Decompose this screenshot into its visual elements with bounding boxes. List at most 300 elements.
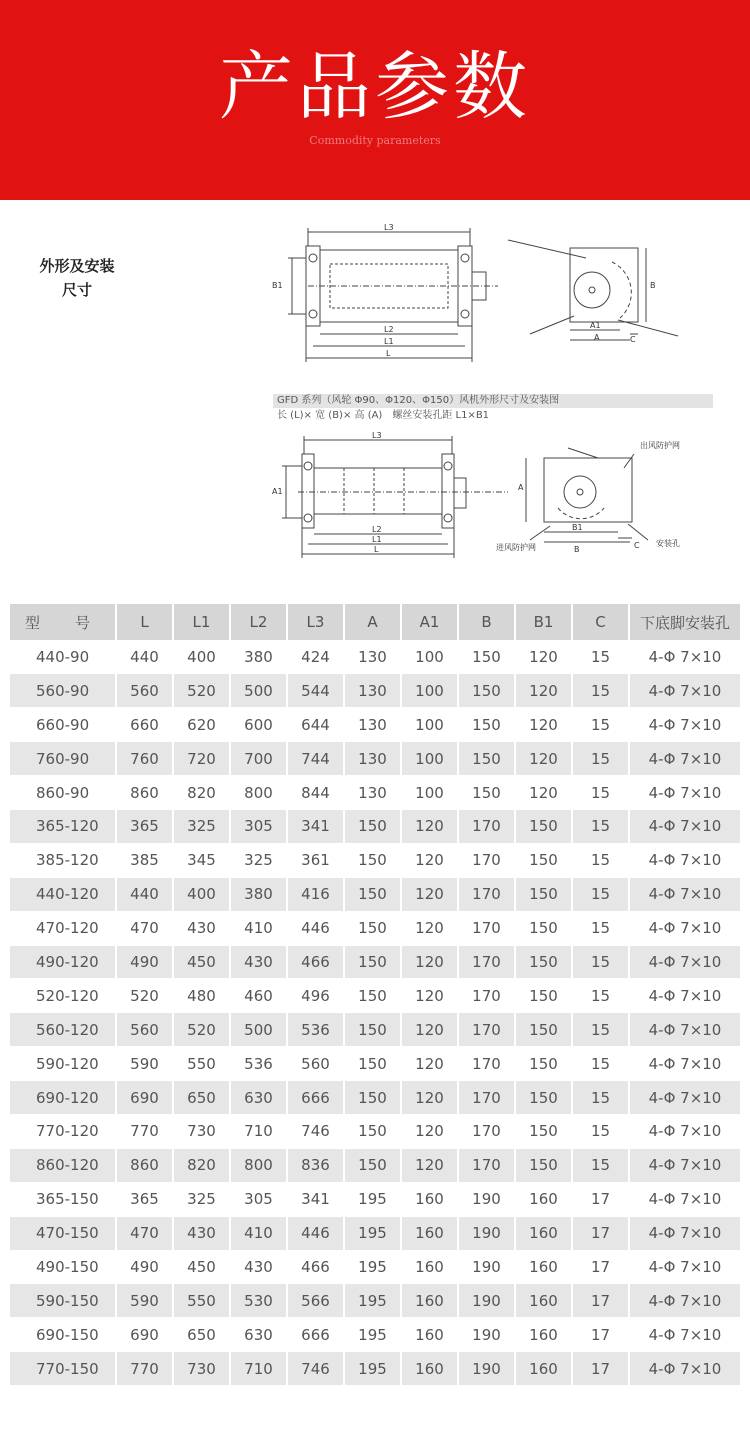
table-row [10,1250,740,1284]
cell-a: 150 [344,1114,401,1148]
col-header-b: B [458,604,515,640]
cell-mount-hole: 4-Φ 7×10 [629,1216,740,1250]
label-l2: L2 [384,325,394,334]
cell-l3: 424 [287,640,344,674]
cell-a: 150 [344,1047,401,1081]
cell-b1: 160 [515,1250,572,1284]
caption-line2: 长 (L)× 宽 (B)× 高 (A) 螺丝安装孔距 L1×B1 [277,410,490,421]
side-view-housing [544,458,632,522]
cell-model: 760-90 [10,742,116,776]
col-header-b1: B1 [515,604,572,640]
cell-c: 15 [572,1148,629,1182]
airflow-arc [612,262,631,318]
cell-mount-hole: 4-Φ 7×10 [629,1047,740,1081]
annotation-inlet: 进风防护网 [496,543,536,552]
cell-l2: 380 [230,877,287,911]
drawing-top-svg [268,222,708,367]
side-view-impeller [574,272,610,308]
cell-model: 385-120 [10,843,116,877]
cell-b: 190 [458,1216,515,1250]
table-row [10,708,740,742]
cell-l3: 341 [287,809,344,843]
cell-b1: 150 [515,1081,572,1115]
cell-l2: 430 [230,945,287,979]
cell-model: 440-90 [10,640,116,674]
cell-l1: 550 [173,1047,230,1081]
cell-l1: 345 [173,843,230,877]
cell-l: 385 [116,843,173,877]
table-row [10,1047,740,1081]
cell-l3: 566 [287,1284,344,1318]
cell-l3: 536 [287,1013,344,1047]
label-a1: A1 [272,487,283,496]
cell-b: 190 [458,1352,515,1386]
cell-l1: 720 [173,742,230,776]
cell-a: 150 [344,1148,401,1182]
cell-b: 150 [458,640,515,674]
cell-b: 150 [458,742,515,776]
col-header-a: A [344,604,401,640]
cell-a: 130 [344,640,401,674]
cell-model: 560-120 [10,1013,116,1047]
dimension-label-line1: 外形及安装 [39,257,115,275]
table-row [10,1352,740,1386]
cell-model: 860-90 [10,776,116,810]
table-row [10,742,740,776]
col-header-l3: L3 [287,604,344,640]
cell-l3: 836 [287,1148,344,1182]
cell-a: 195 [344,1182,401,1216]
cell-l1: 325 [173,1182,230,1216]
cell-l: 660 [116,708,173,742]
cell-model: 365-120 [10,809,116,843]
drawing-caption [273,394,713,424]
cell-l: 560 [116,1013,173,1047]
cell-b1: 150 [515,1148,572,1182]
cell-l: 440 [116,877,173,911]
cell-l1: 550 [173,1284,230,1318]
cell-b: 150 [458,674,515,708]
cell-l1: 400 [173,640,230,674]
cell-a1: 120 [401,911,458,945]
cell-a: 130 [344,776,401,810]
cell-l: 590 [116,1284,173,1318]
cell-l: 770 [116,1352,173,1386]
label-b: B [650,281,656,290]
annotation-mount: 安装孔 [656,539,680,548]
drawing-bottom-svg [268,428,708,568]
cell-l3: 361 [287,843,344,877]
cell-b1: 150 [515,979,572,1013]
cell-b: 150 [458,776,515,810]
annotation-outlet: 出风防护网 [640,441,680,450]
cell-a1: 160 [401,1352,458,1386]
cell-b1: 150 [515,843,572,877]
cell-l2: 710 [230,1114,287,1148]
cell-l2: 380 [230,640,287,674]
cell-l: 770 [116,1114,173,1148]
cell-l2: 530 [230,1284,287,1318]
cell-a1: 120 [401,1047,458,1081]
cell-a: 130 [344,708,401,742]
cell-b: 170 [458,809,515,843]
cell-l2: 800 [230,776,287,810]
cell-l: 365 [116,809,173,843]
cell-mount-hole: 4-Φ 7×10 [629,1013,740,1047]
label-a: A [594,333,600,342]
cell-a1: 120 [401,1148,458,1182]
cell-c: 15 [572,776,629,810]
cell-b1: 120 [515,742,572,776]
hole [461,254,469,262]
spec-table-body [10,640,740,1386]
col-header-l2: L2 [230,604,287,640]
cell-l: 490 [116,945,173,979]
cell-l3: 746 [287,1352,344,1386]
cell-l3: 746 [287,1114,344,1148]
cell-mount-hole: 4-Φ 7×10 [629,708,740,742]
table-row [10,1318,740,1352]
cell-a1: 160 [401,1182,458,1216]
cell-mount-hole: 4-Φ 7×10 [629,742,740,776]
hole [309,310,317,318]
cell-model: 440-120 [10,877,116,911]
cell-a: 195 [344,1250,401,1284]
cell-a1: 160 [401,1318,458,1352]
cell-c: 17 [572,1352,629,1386]
label-b: B [574,545,580,554]
cell-b: 170 [458,843,515,877]
cell-l2: 410 [230,911,287,945]
cell-l2: 460 [230,979,287,1013]
cell-mount-hole: 4-Φ 7×10 [629,1318,740,1352]
cell-mount-hole: 4-Φ 7×10 [629,1284,740,1318]
cell-l3: 560 [287,1047,344,1081]
table-row [10,1216,740,1250]
label-l: L [374,545,379,554]
cell-l1: 450 [173,1250,230,1284]
cell-b1: 150 [515,1013,572,1047]
label-l3: L3 [384,223,394,232]
cell-a1: 160 [401,1250,458,1284]
label-l2: L2 [372,525,382,534]
hole [309,254,317,262]
label-l3: L3 [372,431,382,440]
cell-a1: 100 [401,708,458,742]
label-l: L [386,349,391,358]
cell-l: 860 [116,776,173,810]
cell-a: 150 [344,945,401,979]
cell-a: 150 [344,877,401,911]
cell-l2: 630 [230,1318,287,1352]
leader [568,448,598,458]
cell-l2: 305 [230,809,287,843]
cell-l2: 500 [230,1013,287,1047]
cell-c: 17 [572,1284,629,1318]
cell-l: 860 [116,1148,173,1182]
cell-a: 195 [344,1318,401,1352]
table-row [10,776,740,810]
spec-table [10,604,740,1386]
page-title: 产品参数 [219,44,531,130]
cell-a: 130 [344,674,401,708]
cell-l1: 520 [173,1013,230,1047]
cell-a: 195 [344,1216,401,1250]
cell-l2: 536 [230,1047,287,1081]
cell-c: 15 [572,708,629,742]
cell-c: 15 [572,843,629,877]
cell-mount-hole: 4-Φ 7×10 [629,776,740,810]
table-row [10,1081,740,1115]
cell-mount-hole: 4-Φ 7×10 [629,843,740,877]
cell-mount-hole: 4-Φ 7×10 [629,1352,740,1386]
hole [461,310,469,318]
cell-a1: 120 [401,877,458,911]
cell-l3: 446 [287,911,344,945]
cell-model: 490-120 [10,945,116,979]
cell-l2: 500 [230,674,287,708]
table-row [10,911,740,945]
cell-l3: 666 [287,1318,344,1352]
cell-b: 170 [458,1081,515,1115]
cell-l1: 820 [173,776,230,810]
cell-l3: 644 [287,708,344,742]
table-row [10,945,740,979]
cell-a1: 120 [401,1013,458,1047]
cell-a: 150 [344,1013,401,1047]
cell-l1: 480 [173,979,230,1013]
cell-a: 150 [344,1081,401,1115]
housing [314,468,442,514]
cell-a: 130 [344,742,401,776]
cell-mount-hole: 4-Φ 7×10 [629,1182,740,1216]
cell-c: 17 [572,1182,629,1216]
leader [508,240,586,258]
label-a: A [518,483,524,492]
cell-a1: 120 [401,809,458,843]
cell-model: 690-120 [10,1081,116,1115]
label-b1: B1 [272,281,283,290]
cell-b: 170 [458,945,515,979]
label-b1: B1 [572,523,583,532]
col-header-c: C [572,604,629,640]
cell-b1: 160 [515,1352,572,1386]
cell-l3: 544 [287,674,344,708]
cell-a1: 100 [401,776,458,810]
cell-a: 150 [344,809,401,843]
leader [618,320,678,336]
caption-line1: GFD 系列（风轮 Φ90、Φ120、Φ150）风机外形尺寸及安装图 [273,394,713,408]
cell-l3: 744 [287,742,344,776]
cell-b1: 150 [515,877,572,911]
cell-l3: 446 [287,1216,344,1250]
cell-mount-hole: 4-Φ 7×10 [629,809,740,843]
cell-mount-hole: 4-Φ 7×10 [629,674,740,708]
cell-l2: 800 [230,1148,287,1182]
cell-l: 440 [116,640,173,674]
cell-c: 15 [572,809,629,843]
cell-a1: 160 [401,1284,458,1318]
cell-b1: 120 [515,674,572,708]
table-row [10,843,740,877]
cell-l3: 666 [287,1081,344,1115]
cell-l: 470 [116,1216,173,1250]
table-row [10,640,740,674]
cell-b1: 160 [515,1284,572,1318]
cell-a: 195 [344,1284,401,1318]
airflow-arc [558,508,604,519]
cell-model: 860-120 [10,1148,116,1182]
label-l1: L1 [384,337,394,346]
cell-c: 17 [572,1318,629,1352]
cell-l2: 630 [230,1081,287,1115]
table-row [10,1148,740,1182]
label-a1: A1 [590,321,601,330]
cell-l1: 400 [173,877,230,911]
cell-c: 15 [572,979,629,1013]
col-header-model: 型 号 [10,604,116,640]
cell-c: 15 [572,877,629,911]
label-l1: L1 [372,535,382,544]
cell-a1: 100 [401,640,458,674]
cell-b: 170 [458,1047,515,1081]
cell-l: 490 [116,1250,173,1284]
table-row [10,809,740,843]
cell-mount-hole: 4-Φ 7×10 [629,1250,740,1284]
cell-l2: 410 [230,1216,287,1250]
cell-b: 170 [458,1148,515,1182]
cell-model: 470-150 [10,1216,116,1250]
cell-mount-hole: 4-Φ 7×10 [629,1081,740,1115]
label-c: C [634,541,640,550]
cell-model: 560-90 [10,674,116,708]
col-header-l1: L1 [173,604,230,640]
cell-model: 490-150 [10,1250,116,1284]
cell-b: 170 [458,911,515,945]
cell-model: 590-150 [10,1284,116,1318]
cell-b: 170 [458,1114,515,1148]
cell-l: 470 [116,911,173,945]
cell-l1: 430 [173,911,230,945]
cell-b1: 160 [515,1216,572,1250]
cell-c: 15 [572,640,629,674]
cell-l3: 466 [287,945,344,979]
cell-l: 690 [116,1081,173,1115]
cell-mount-hole: 4-Φ 7×10 [629,877,740,911]
cell-l2: 305 [230,1182,287,1216]
cell-model: 770-150 [10,1352,116,1386]
cell-l3: 416 [287,877,344,911]
cell-model: 690-150 [10,1318,116,1352]
cell-a1: 120 [401,1081,458,1115]
table-row [10,1182,740,1216]
cell-l3: 341 [287,1182,344,1216]
side-view-impeller [564,476,596,508]
cell-l: 590 [116,1047,173,1081]
table-row [10,1114,740,1148]
cell-l: 690 [116,1318,173,1352]
cell-b: 190 [458,1182,515,1216]
cell-mount-hole: 4-Φ 7×10 [629,979,740,1013]
cell-c: 15 [572,1114,629,1148]
cell-b1: 150 [515,911,572,945]
side-view-housing [570,248,638,322]
cell-b: 190 [458,1318,515,1352]
cell-l: 560 [116,674,173,708]
page-subtitle: Commodity parameters [309,134,441,147]
cell-b1: 120 [515,640,572,674]
cell-l1: 520 [173,674,230,708]
cell-b1: 150 [515,1114,572,1148]
cell-l1: 650 [173,1318,230,1352]
cell-a: 150 [344,979,401,1013]
cell-l1: 730 [173,1352,230,1386]
cell-a: 195 [344,1352,401,1386]
cell-l1: 430 [173,1216,230,1250]
cell-l1: 650 [173,1081,230,1115]
dimension-label-line2: 尺寸 [61,281,92,299]
cell-c: 15 [572,742,629,776]
drawing-bottom [268,428,708,568]
cell-a: 150 [344,911,401,945]
cell-l2: 430 [230,1250,287,1284]
cell-b1: 150 [515,809,572,843]
col-header-l: L [116,604,173,640]
motor [454,478,466,508]
cell-a1: 100 [401,742,458,776]
cell-l3: 844 [287,776,344,810]
cell-l2: 325 [230,843,287,877]
drawing-top [268,222,708,367]
cell-b: 170 [458,1013,515,1047]
cell-b1: 150 [515,945,572,979]
cell-model: 520-120 [10,979,116,1013]
cell-l3: 496 [287,979,344,1013]
cell-b1: 120 [515,776,572,810]
cell-b: 190 [458,1250,515,1284]
header-banner [0,0,750,200]
cell-l3: 466 [287,1250,344,1284]
cell-a1: 160 [401,1216,458,1250]
cell-l2: 600 [230,708,287,742]
cell-l1: 450 [173,945,230,979]
cell-model: 660-90 [10,708,116,742]
cell-a1: 100 [401,674,458,708]
leader [530,316,574,334]
cell-mount-hole: 4-Φ 7×10 [629,640,740,674]
table-row [10,1013,740,1047]
cell-mount-hole: 4-Φ 7×10 [629,945,740,979]
col-header-mount-hole: 下底脚安装孔 [629,604,740,640]
col-header-a1: A1 [401,604,458,640]
cell-c: 15 [572,911,629,945]
cell-l: 760 [116,742,173,776]
table-row [10,877,740,911]
cell-c: 15 [572,1013,629,1047]
cell-c: 17 [572,1250,629,1284]
cell-c: 15 [572,1081,629,1115]
cell-a1: 120 [401,945,458,979]
cell-model: 590-120 [10,1047,116,1081]
cell-model: 365-150 [10,1182,116,1216]
cell-b: 150 [458,708,515,742]
table-row [10,674,740,708]
cell-mount-hole: 4-Φ 7×10 [629,911,740,945]
cell-b: 170 [458,979,515,1013]
cell-a: 150 [344,843,401,877]
cell-b1: 120 [515,708,572,742]
table-header-row [10,604,740,640]
